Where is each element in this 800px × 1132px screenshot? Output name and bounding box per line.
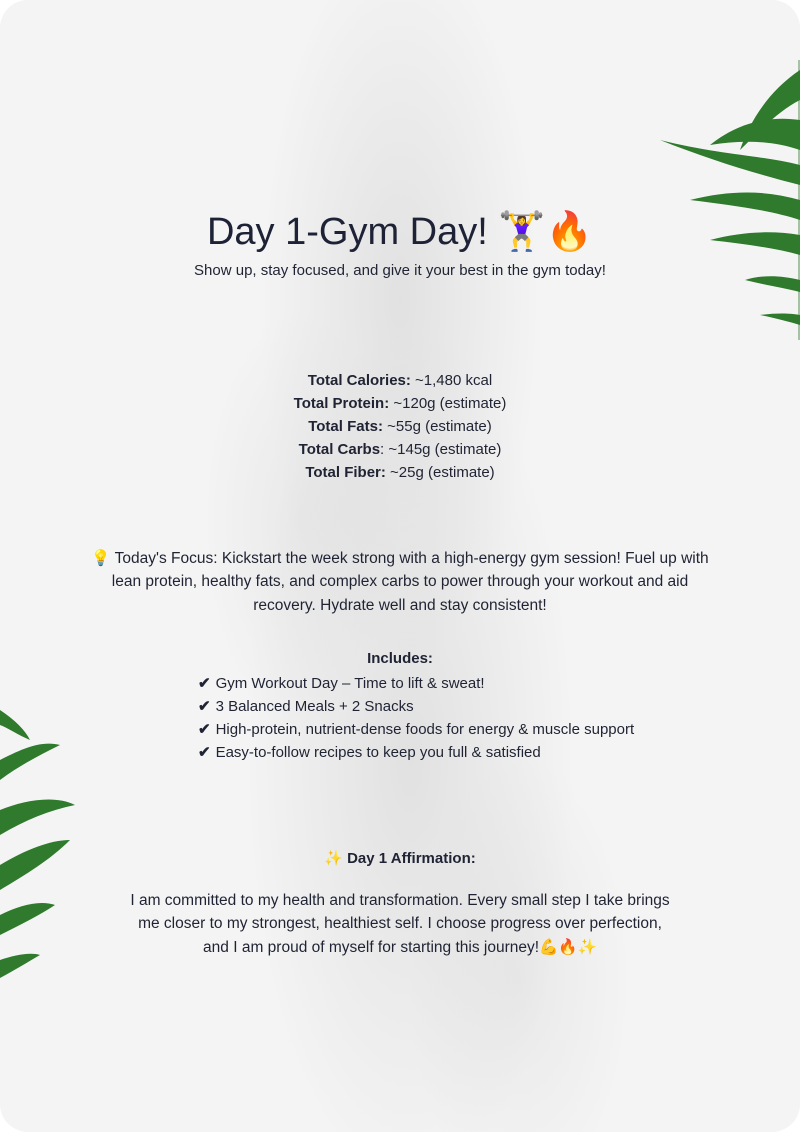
nutrition-totals xyxy=(0,369,800,484)
checkmark-icon: ✔ xyxy=(198,721,211,738)
palm-leaves-bottom-left xyxy=(0,700,90,990)
list-item: ✔ Gym Workout Day – Time to lift & sweat! xyxy=(198,675,485,692)
checkmark-icon: ✔ xyxy=(198,698,211,715)
todays-focus: 💡 Today's Focus: Kickstart the week strong with a high-energy gym session! Fuel up with lean protein, healthy fats, and complex carbs to power through your workout and aid recovery. Hydrate well and stay consistent! xyxy=(91,549,709,614)
list-item: ✔ Easy-to-follow recipes to keep you full & satisfied xyxy=(198,744,541,761)
list-item: ✔ High-protein, nutrient-dense foods for energy & muscle support xyxy=(198,721,635,738)
palm-leaves-top-right xyxy=(650,60,800,340)
checkmark-icon: ✔ xyxy=(198,744,211,761)
total-carbs: Total Carbs: ~145g (estimate) xyxy=(298,441,502,458)
total-protein: Total Protein: ~120g (estimate) xyxy=(293,395,507,412)
affirmation-text: I am committed to my health and transformation. Every small step I take brings me closer to my strongest, healthiest self. I choose progress over perfection, and I am proud of myself for starting this journey!💪🔥✨ xyxy=(130,891,670,956)
total-fats: Total Fats: ~55g (estimate) xyxy=(308,418,492,435)
affirmation-heading: ✨ Day 1 Affirmation: xyxy=(324,850,476,867)
includes-list xyxy=(198,672,678,764)
total-fiber: Total Fiber: ~25g (estimate) xyxy=(305,464,495,481)
page-title: Day 1-Gym Day! 🏋️‍♀️🔥 xyxy=(206,211,593,253)
total-calories: Total Calories: ~1,480 kcal xyxy=(307,372,493,389)
page-subtitle: Show up, stay focused, and give it your best in the gym today! xyxy=(194,262,606,279)
checkmark-icon: ✔ xyxy=(198,675,211,692)
includes-heading: Includes: xyxy=(367,650,433,667)
list-item: ✔ 3 Balanced Meals + 2 Snacks xyxy=(198,698,414,715)
